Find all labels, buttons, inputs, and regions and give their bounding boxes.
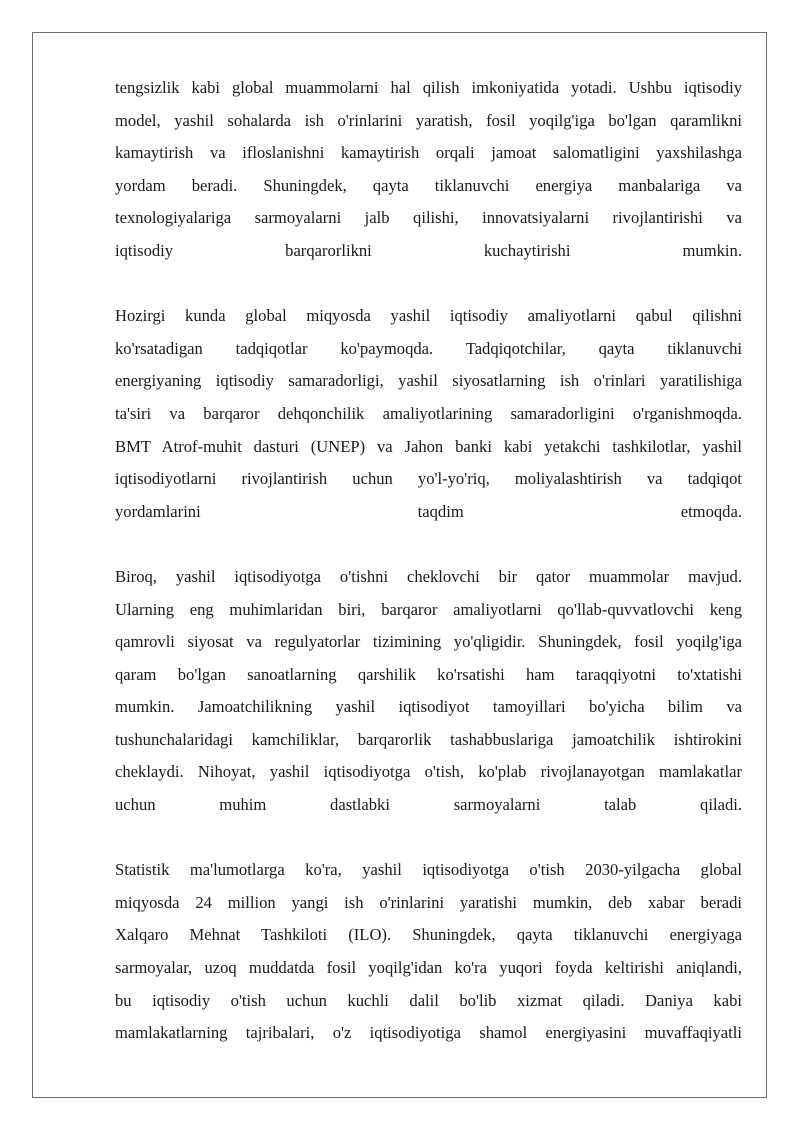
text-line: Statistik ma'lumotlarga ko'ra, yashil iqtisodiyotga o'tish 2030-yilgacha global	[115, 860, 742, 880]
document-body	[115, 72, 742, 1082]
text-line: yordam beradi. Shuningdek, qayta tiklanuvchi energiya manbalariga va	[115, 175, 742, 195]
text-line: bu iqtisodiy o'tish uchun kuchli dalil bo'lib xizmat qiladi. Daniya kabi	[115, 990, 742, 1010]
text-line: iqtisodiy barqarorlikni kuchaytirishi mumkin.	[115, 240, 742, 260]
paragraph-4	[115, 854, 742, 1050]
text-line: sarmoyalar, uzoq muddatda fosil yoqilg'idan ko'ra yuqori foyda keltirishi aniqlandi,	[115, 958, 742, 978]
text-line: tengsizlik kabi global muammolarni hal qilish imkoniyatida yotadi. Ushbu iqtisodiy	[115, 78, 742, 97]
text-line: Hozirgi kunda global miqyosda yashil iqtisodiy amaliyotlarni qabul qilishni	[115, 306, 742, 326]
text-line: energiyaning iqtisodiy samaradorligi, yashil siyosatlarning ish o'rinlari yaratilishiga	[115, 371, 742, 391]
text-line: iqtisodiyotlarni rivojlantirish uchun yo'l-yo'riq, moliyalashtirish va tadqiqot	[115, 469, 742, 489]
text-line: texnologiyalariga sarmoyalarni jalb qilishi, innovatsiyalarni rivojlantirishi va	[115, 208, 742, 228]
text-line: Xalqaro Mehnat Tashkiloti (ILO). Shuningdek, qayta tiklanuvchi energiyaga	[115, 925, 742, 945]
text-line: BMT Atrof-muhit dasturi (UNEP) va Jahon banki kabi yetakchi tashkilotlar, yashil	[115, 436, 742, 456]
paragraph-1	[115, 72, 742, 268]
text-line: Ularning eng muhimlaridan biri, barqaror amaliyotlarni qo'llab-quvvatlovchi keng	[115, 599, 742, 619]
text-line: qaram bo'lgan sanoatlarning qarshilik ko'rsatishi ham taraqqiyotni to'xtatishi	[115, 664, 742, 684]
text-line: ta'siri va barqaror dehqonchilik amaliyotlarining samaradorligini o'rganishmoqda.	[115, 403, 742, 423]
text-line: Biroq, yashil iqtisodiyotga o'tishni cheklovchi bir qator muammolar mavjud.	[115, 566, 742, 586]
text-line: miqyosda 24 million yangi ish o'rinlarini yaratishi mumkin, deb xabar beradi	[115, 892, 742, 912]
text-line: yordamlarini taqdim etmoqda.	[115, 501, 742, 521]
text-line: ko'rsatadigan tadqiqotlar ko'paymoqda. Tadqiqotchilar, qayta tiklanuvchi	[115, 338, 742, 358]
text-line: kamaytirish va ifloslanishni kamaytirish orqali jamoat salomatligini yaxshilashga	[115, 143, 742, 163]
paragraph-3	[115, 561, 742, 822]
text-line: model, yashil sohalarda ish o'rinlarini yaratish, fosil yoqilg'iga bo'lgan qaramlikni	[115, 110, 742, 130]
text-line: qamrovli siyosat va regulyatorlar tizimining yo'qligidir. Shuningdek, fosil yoqilg'iga	[115, 632, 742, 652]
text-line: mamlakatlarning tajribalari, o'z iqtisodiyotiga shamol energiyasini muvaffaqiyatli	[115, 1023, 742, 1043]
paragraph-2	[115, 300, 742, 528]
text-line: mumkin. Jamoatchilikning yashil iqtisodiyot tamoyillari bo'yicha bilim va	[115, 697, 742, 717]
text-line: tushunchalaridagi kamchiliklar, barqarorlik tashabbuslariga jamoatchilik ishtirokini	[115, 729, 742, 749]
text-line: uchun muhim dastlabki sarmoyalarni talab qiladi.	[115, 795, 742, 815]
text-line: cheklaydi. Nihoyat, yashil iqtisodiyotga o'tish, ko'plab rivojlanayotgan mamlakatlar	[115, 762, 742, 782]
